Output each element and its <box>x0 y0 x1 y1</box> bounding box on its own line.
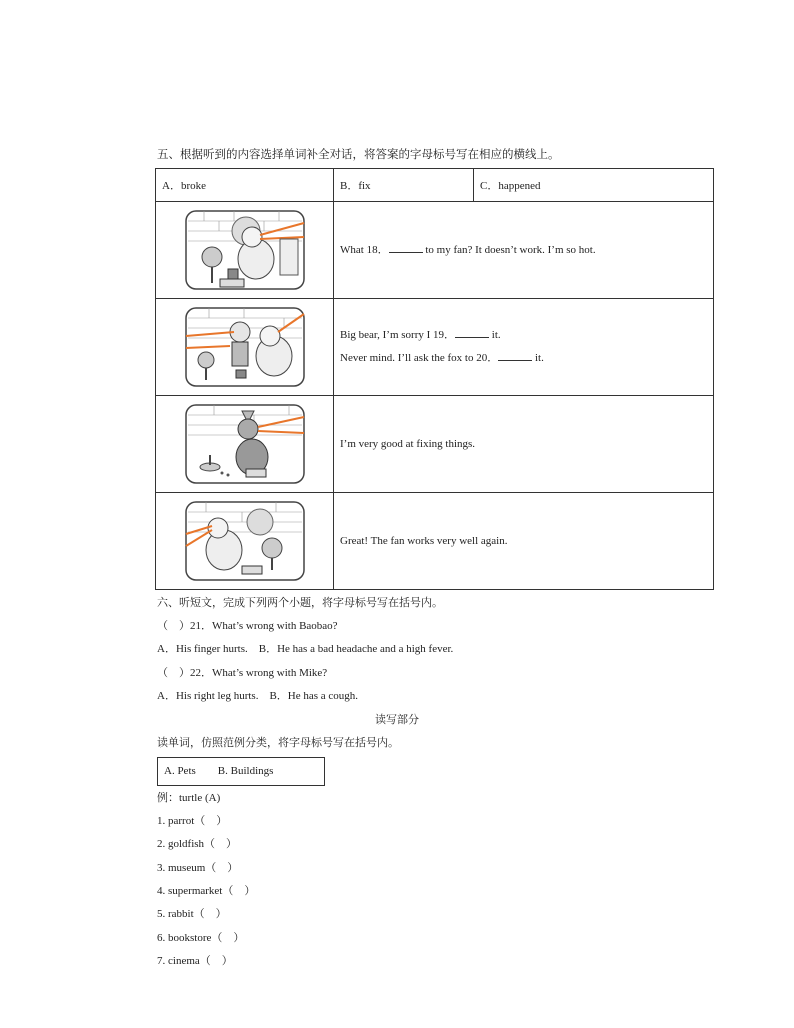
monkey-and-bear-illustration <box>184 306 306 388</box>
category-box <box>157 757 325 786</box>
answer-blank-18[interactable] <box>389 242 423 253</box>
answer-blank-20[interactable] <box>498 350 532 361</box>
picture-cell-3 <box>156 396 334 493</box>
options-row <box>156 169 714 202</box>
reading-writing-heading: 读写部分 <box>375 714 419 726</box>
word-item-2: 2. goldfish（ ） <box>157 838 238 850</box>
word-item-7: 7. cinema（ ） <box>157 955 233 967</box>
word-item-1: 1. parrot（ ） <box>157 815 228 827</box>
answer-blank-19[interactable] <box>455 327 489 338</box>
dialogue-line: I’m very good at fixing things. <box>340 437 476 450</box>
picture-cell-1 <box>156 202 334 299</box>
question-22-options: A．His right leg hurts. B．He has a cough. <box>157 690 359 702</box>
bear-with-working-fan-illustration <box>184 500 306 582</box>
question-21-options: A．His finger hurts. B．He has a bad headache and a high fever. <box>157 643 454 655</box>
word-item-3: 3. museum（ ） <box>157 862 239 874</box>
dialogue-row-2 <box>156 299 714 396</box>
fox-fixing-fan-illustration <box>184 403 306 485</box>
dialogue-cell-2 <box>334 299 714 396</box>
dialogue-row-1 <box>156 202 714 299</box>
option-a: A．broke <box>156 169 334 202</box>
dialogue-line: Big bear, I’m sorry I 19． it. <box>340 329 501 341</box>
dialogue-cell-1 <box>334 202 714 299</box>
example-item: 例：turtle (A) <box>157 792 221 804</box>
dialogue-cell-4 <box>334 493 714 590</box>
dialogue-table <box>155 168 714 590</box>
option-b: B．fix <box>334 169 474 202</box>
option-c: C．happened <box>474 169 714 202</box>
word-item-6: 6. bookstore（ ） <box>157 932 245 944</box>
dialogue-line: What 18． to my fan? It doesn’t work. I’m so hot. <box>340 243 596 256</box>
section5-title: 五、根据听到的内容选择单词补全对话，将答案的字母标号写在相应的横线上。 <box>157 149 560 161</box>
dialogue-row-3 <box>156 396 714 493</box>
word-item-5: 5. rabbit（ ） <box>157 908 227 920</box>
dialogue-cell-3 <box>334 396 714 493</box>
section6-title: 六、听短文，完成下列两个小题，将字母标号写在括号内。 <box>157 597 443 609</box>
word-item-4: 4. supermarket（ ） <box>157 885 256 897</box>
dialogue-line: Great! The fan works very well again. <box>340 534 508 547</box>
dialogue-line: Never mind. I’ll ask the fox to 20． it. <box>340 352 544 364</box>
question-22: （ ）22．What’s wrong with Mike? <box>157 667 328 679</box>
bear-with-broken-fan-illustration <box>184 209 306 291</box>
reading-writing-instruction: 读单词，仿照范例分类，将字母标号写在括号内。 <box>157 737 399 749</box>
category-labels: A. Pets B. Buildings <box>164 765 274 777</box>
question-21: （ ）21．What’s wrong with Baobao? <box>157 620 338 632</box>
picture-cell-2 <box>156 299 334 396</box>
picture-cell-4 <box>156 493 334 590</box>
dialogue-row-4 <box>156 493 714 590</box>
